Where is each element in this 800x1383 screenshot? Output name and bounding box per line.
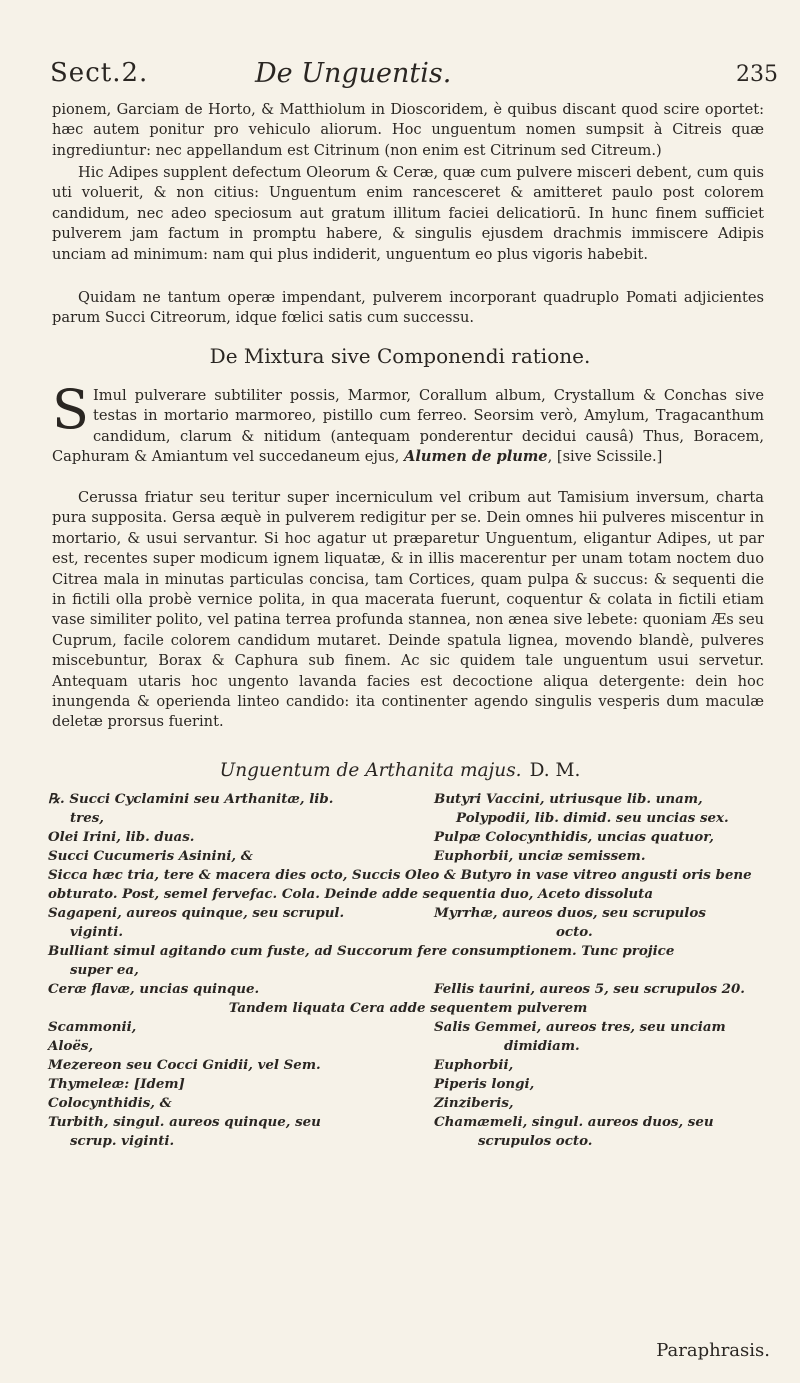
recipe-title: Unguentum de Arthanita majus. D. M. xyxy=(219,760,581,781)
recipe-line: Sagapeni, aureos quinque, seu scrupul. Myrrhæ, aureos duos, seu scrupulos xyxy=(48,905,706,921)
recipe-line: viginti. octo. xyxy=(70,924,593,940)
running-header xyxy=(50,58,778,98)
paragraph-4: S Imul pulverare subtiliter possis, Marmor, Corallum album, Crystallum & Conchas sive testas in mortario marmoreo, pistillo cum ferreo. Seorsim verò, Amylum, Tragacanthum candidum, clarum & nitidum (antequam ponderentur decidui causâ) Thus, Boracem, Caphuram & Amiantum vel succedaneum ejus, Alumen de plume, [sive Scissile.] xyxy=(52,378,764,466)
recipe-body xyxy=(48,790,768,1151)
recipe-instruction: super ea, xyxy=(70,962,139,978)
recipe-instruction: Tandem liquata Cera adde sequentem pulverem xyxy=(228,1000,588,1016)
paragraph-3: Quidam ne tantum operæ impendant, pulverem incorporant quadruplo Pomati adjicientes parum Succi Citreorum, idque fœlici satis cum successu. xyxy=(52,289,764,327)
recipe-line: ℞. Succi Cyclamini seu Arthanitæ, lib. Butyri Vaccini, utriusque lib. unam, xyxy=(48,791,703,807)
recipe-line: Turbith, singul. aureos quinque, seu Chamæmeli, singul. aureos duos, seu xyxy=(48,1114,714,1130)
section-heading: De Mixtura sive Componendi ratione. xyxy=(209,344,591,368)
recipe-line: Colocynthidis, & Zinziberis, xyxy=(48,1095,514,1111)
recipe-line: Succi Cucumeris Asinini, & Euphorbii, unciæ semissem. xyxy=(48,848,646,864)
recipe-line: tres, Polypodii, lib. dimid. seu uncias sex. xyxy=(70,810,729,826)
recipe-line: Ceræ flavæ, uncias quinque. Fellis taurini, aureos 5, seu scrupulos 20. xyxy=(48,981,745,997)
recipe-line: scrup. viginti. scrupulos octo. xyxy=(70,1133,593,1149)
page-number: 235 xyxy=(736,62,778,87)
recipe-line: Thymeleæ: [Idem] Piperis longi, xyxy=(48,1076,535,1092)
recipe-author: D. M. xyxy=(529,760,581,781)
recipe-line: Mezereon seu Cocci Gnidii, vel Sem. Euphorbii, xyxy=(48,1057,514,1073)
recipe-line: Scammonii, Salis Gemmei, aureos tres, seu unciam xyxy=(48,1019,726,1035)
paragraph-5: Cerussa friatur seu teritur super incerniculum vel cribum aut Tamisium inversum, charta pura supposita. Gersa æquè in pulverem redigitur per se. Dein omnes hii pulveres miscentur in mortario, & usui servantur. Si hoc agatur ut præparetur Unguentum, eligantur Adipes, ut par est, recentes super modicum ignem liquatæ, & in illis macerentur per unam totam noctem duo Citrea mala in minutas particulas concisa, tam Cortices, quam pulpa & succus: & sequenti die in fictili olla probè vernice polita, in qua macerata fuerunt, coquentur & colata in fictili etiam vase similiter polito, vel patina terrea profunda stannea, non ænea sive lebete: quoniam Æs seu Cuprum, facile colorem candidum mutaret. Deinde spatula lignea, movendo blandè, pulveres miscebuntur, Borax & Caphura sub finem. Ac sic quidem tale unguentum usui servetur. Antequam utaris hoc ungento lavanda facies est decoctione aliqua detergente: dein hoc inungenda & operienda linteo candido: ita continenter agendo singulis vesperis dum maculæ deletæ prorsus fuerint. xyxy=(52,489,764,731)
section-label: Sect.2. xyxy=(50,58,149,88)
recipe-instruction: Sicca hæc tria, tere & macera dies octo, Succis Oleo & Butyro in vase vitreo angusti oris bene obturato. Post, semel fervefac. Cola. Deinde adde sequentia duo, Aceto dissoluta xyxy=(48,867,752,902)
recipe-line: Aloës, dimidiam. xyxy=(48,1038,580,1054)
drop-cap: S xyxy=(52,378,89,441)
running-title: De Unguentis. xyxy=(255,58,452,89)
recipe-instruction: Bulliant simul agitando cum fuste, ad Succorum fere consumptionem. Tunc projice xyxy=(48,943,675,959)
catchword: Paraphrasis. xyxy=(656,1340,770,1361)
recipe-line: Olei Irini, lib. duas. Pulpæ Colocynthidis, uncias quatuor, xyxy=(48,829,714,845)
paragraph-2: Hic Adipes supplent defectum Oleorum & Ceræ, quæ cum pulvere misceri debent, cum quis uti voluerit, & non citius: Unguentum enim rancesceret & amitteret paulo post colorem candidum, nec adeo speciosum aut gratum illitum faciei delicatiorū. In hunc finem sufficiet pulverem jam factum in promptu habere, & singulis ejusdem drachmis immiscere Adipis unciam ad minimum: nam qui plus indiderit, unguentum eo plus vigoris habebit. xyxy=(52,164,764,263)
paragraph-1: pionem, Garciam de Horto, & Matthiolum in Dioscoridem, è quibus discant quod scire oportet: hæc autem ponitur pro vehiculo aliorum. Hoc unguentum nomen sumpsit à Citreis quæ ingrediuntur: nec appellandum est Citrinum (non enim est Citrinum sed Citreum.) xyxy=(52,101,764,159)
